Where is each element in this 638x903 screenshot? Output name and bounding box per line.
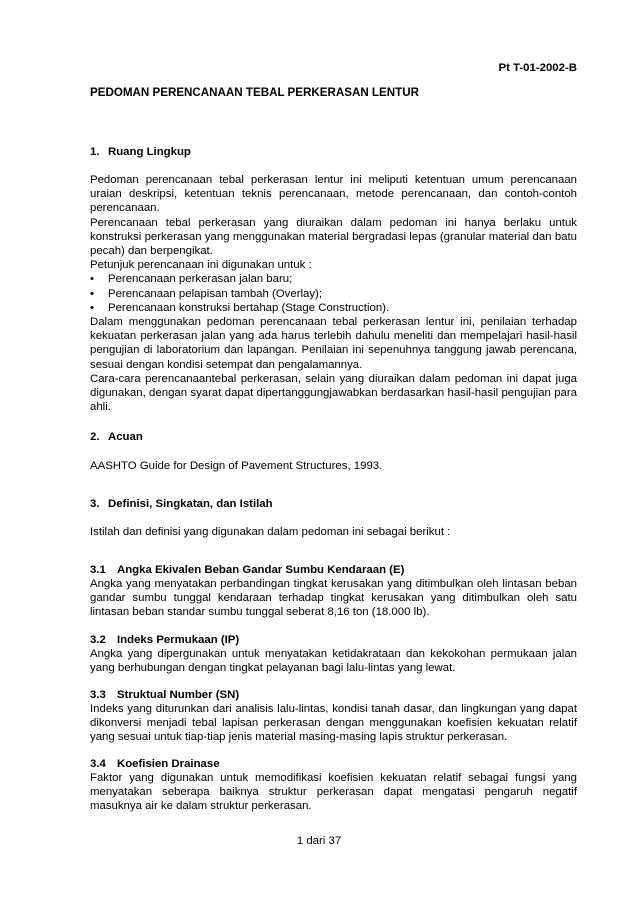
section-3-heading: [90, 497, 577, 511]
section-1-title: Ruang Lingkup: [108, 146, 191, 158]
section-1-para-4: Dalam menggunakan pedoman perencanaan tebal perkerasan lentur ini, penilaian terhadap kekuatan perkerasan jalan yang ada harus terlebih dahulu meneliti dan mempelajari hasil-hasil pengujian di laboratorium dan lapangan. Penilaian ini sepenuhnya tanggung jawab perencana, sesuai dengan kondisi setempat dan pengalamannya.: [90, 316, 577, 371]
section-3-para-1: Istilah dan definisi yang digunakan dalam pedoman ini sebagai berikut :: [90, 526, 451, 538]
subsection-3-1-number: 3.1: [90, 564, 106, 576]
section-1-heading: [90, 145, 577, 159]
section-3-title: Definisi, Singkatan, dan Istilah: [108, 498, 273, 510]
subsection-3-4-title: Koefisien Drainase: [117, 758, 220, 770]
document-title: PEDOMAN PERENCANAAN TEBAL PERKERASAN LENTUR: [90, 86, 419, 99]
subsection-3-2-number: 3.2: [90, 634, 106, 646]
section-1-para-5: Cara-cara perencanaantebal perkerasan, selain yang diuraikan dalam pedoman ini dapat juga digunakan, dengan syarat dapat dipertanggungjawabkan berdasarkan hasil-hasil pengujian para ahli.: [90, 372, 577, 414]
section-1-para-2: Perencanaan tebal perkerasan yang diuraikan dalam pedoman ini hanya berlaku untuk konstruksi perkerasan yang menggunakan material bergradasi lepas (granular material dan batu pecah) dan berpengikat.: [90, 216, 577, 258]
list-item: • Perencanaan pelapisan tambah (Overlay);: [90, 287, 577, 301]
section-2-para-1: AASHTO Guide for Design of Pavement Structures, 1993.: [90, 460, 383, 472]
section-1-number: 1.: [90, 146, 100, 158]
subsection-3-1-title: Angka Ekivalen Beban Gandar Sumbu Kendaraan (E): [117, 564, 405, 576]
section-1-body: [90, 173, 577, 414]
subsection-3-2-title: Indeks Permukaan (IP): [117, 634, 240, 646]
section-1-para-1: Pedoman perencanaan tebal perkerasan lentur ini meliputi ketentuan umum perencanaan uraian deskripsi, ketentuan teknis perencanaan, metode perencanaan, dan contoh-contoh perencanaan.: [90, 174, 577, 215]
section-1-para-3: Petunjuk perencanaan ini digunakan untuk :: [90, 259, 312, 272]
section-3-number: 3.: [90, 498, 100, 510]
subsection-3-1-body: Angka yang menyatakan perbandingan tingkat kerusakan yang ditimbulkan oleh lintasan beban gandar sumbu tunggal kendaraan terhadap tingkat kerusakan yang ditimbulkan oleh satu lintasan beban standar sumbu tunggal seberat 8,16 ton (18.000 lb).: [90, 578, 577, 619]
section-2-title: Acuan: [108, 431, 143, 443]
subsection-3-4-number: 3.4: [90, 758, 106, 770]
document-id: Pt T-01-2002-B: [498, 62, 577, 74]
page-number: 1 dari 37: [296, 835, 342, 847]
list-item: • Perencanaan perkerasan jalan baru;: [90, 272, 577, 286]
subsection-3-2-heading: [90, 633, 577, 647]
subsection-3-3-title: Struktual Number (SN): [117, 689, 240, 701]
section-2-heading: [90, 430, 577, 444]
subsection-3-3-number: 3.3: [90, 689, 106, 701]
subsection-3-3-heading: [90, 688, 577, 702]
section-2-number: 2.: [90, 431, 100, 443]
subsection-3-2-body: Angka yang dipergunakan untuk menyatakan ketidakrataan dan kekokohan permukaan jalan yang berhubungan dengan tingkat pelayanan bagi lalu-lintas yang lewat.: [90, 648, 577, 675]
subsection-3-1-heading: [90, 563, 577, 577]
subsection-3-4-body: Faktor yang digunakan untuk memodifikasi koefisien kekuatan relatif sebagai fungsi yang menyatakan seberapa baiknya struktur perkerasan dapat mengatasi pengaruh negatif masuknya air ke dalam struktur perkerasan.: [90, 772, 577, 813]
subsection-3-3-body: Indeks yang diturunkan dari analisis lalu-lintas, kondisi tanah dasar, dan lingkungan yang dapat dikonversi menjadi tebal lapisan perkerasan dengan menggunakan koefisien kekuatan relatif yang sesuai untuk tiap-tiap jenis material masing-masing lapis struktur perkerasan.: [90, 703, 577, 744]
section-1-bullet-list: [90, 272, 577, 315]
subsection-3-4-heading: [90, 757, 577, 771]
list-item: • Perencanaan konstruksi bertahap (Stage Construction).: [90, 301, 577, 315]
